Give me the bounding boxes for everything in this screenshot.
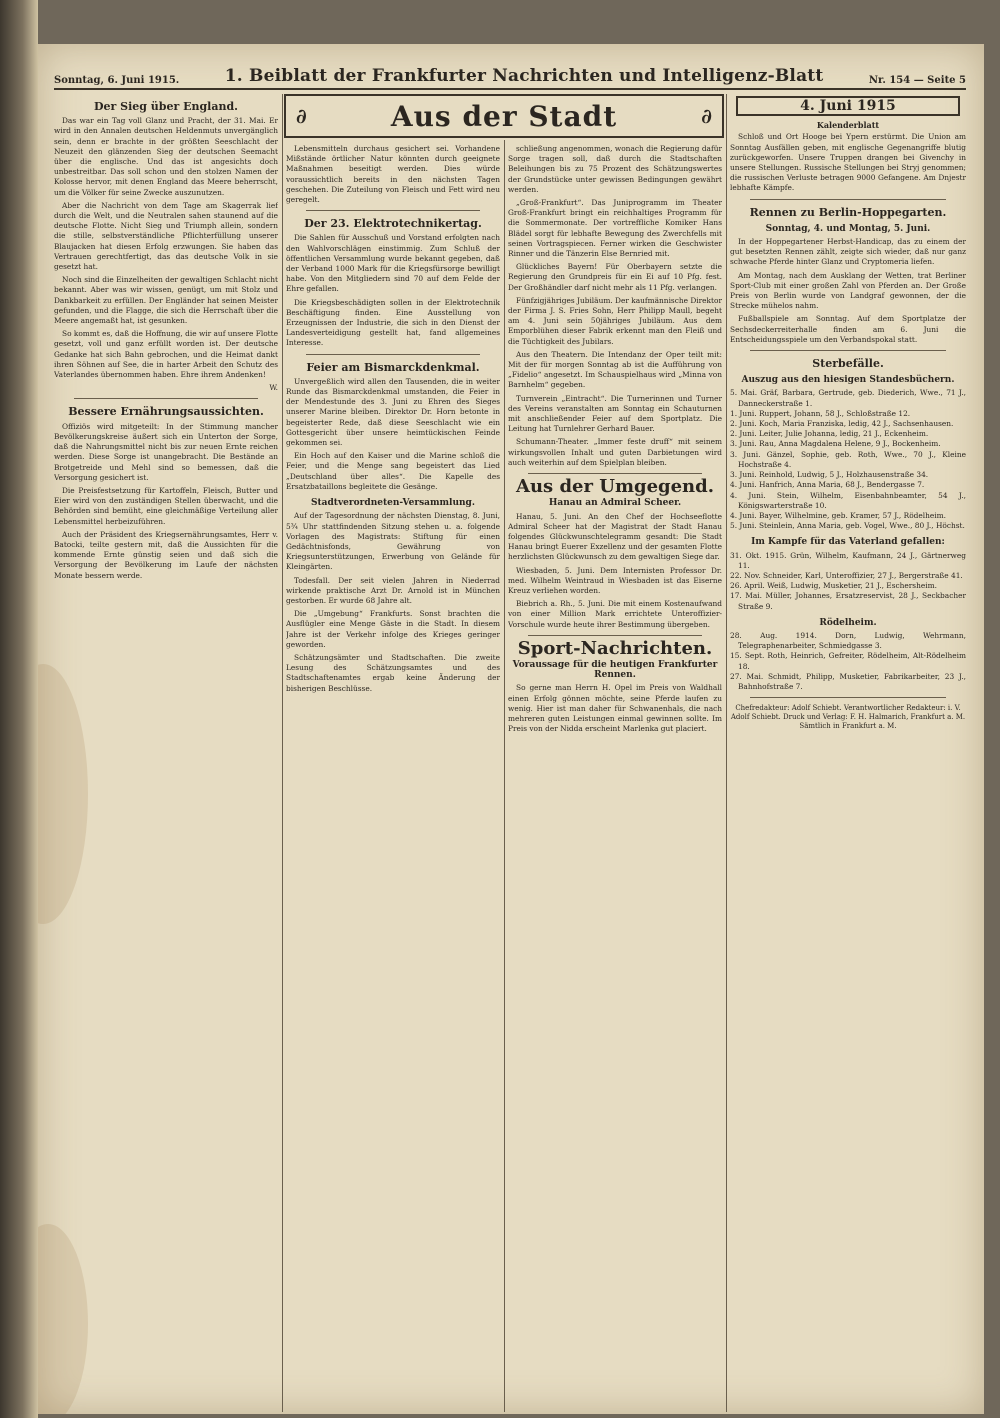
ornament-right-icon: ∂ — [701, 104, 712, 128]
list-item: 17. Mai. Müller, Johannes, Ersatzreservist, 28 J., Seckbacher Straße 9. — [730, 591, 966, 611]
article-paragraph: Wiesbaden, 5. Juni. Dem Internisten Professor Dr. med. Wilhelm Weintraud in Wiesbaden ist das Eiserne Kreuz verliehen worden. — [508, 565, 722, 595]
header-title: 1. Beiblatt der Frankfurter Nachrichten und Intelligenz-Blatt — [224, 66, 824, 86]
article-paragraph: Noch sind die Einzelheiten der gewaltigen Schlacht nicht bekannt. Aber was wir wissen, genügt, um mit Stolz und Dankbarkeit zu erfüllen. Der Engländer hat seinen Meister gefunden, und die Flagge, die sich die Herrschaft über die Meere angemaßt hat, ist gesunken. — [54, 275, 278, 326]
column-1 — [54, 94, 278, 1412]
list-item: 4. Juni. Stein, Wilhelm, Eisenbahnbeamter, 54 J., Königswarterstraße 10. — [730, 490, 966, 510]
article-paragraph: „Groß-Frankfurt“. Das Juniprogramm im Theater Groß-Frankfurt bringt ein reichhaltiges Programm für die Sommermonate. Der vortreffliche Komiker Hans Blädel sorgt für lebhafte Bewegung des Zwerchfells mit seinen Vortragspiecen. Ferner wirken die Geschwister Rinner und die Tänzerin Else Bernried mit. — [508, 198, 722, 259]
list-item: 5. Mai. Gräf, Barbara, Gertrude, geb. Diederich, Wwe., 71 J., Danneckerstraße 1. — [730, 388, 966, 408]
article-paragraph: Fußballspiele am Sonntag. Auf dem Sportplatze der Sechsdeckerreiterhalle finden am 6. Juni die Entscheidungsspiele um den Verbandspokal statt. — [730, 314, 966, 344]
article-paragraph: Die Preisfestsetzung für Kartoffeln, Fleisch, Butter und Eier wird von den zuständigen Stellen überwacht, und die Behörden sind bemüht, eine gleichmäßige Verteilung aller Lebensmittel herbeizuführen. — [54, 485, 278, 526]
article-paragraph: Aus den Theatern. Die Intendanz der Oper teilt mit: Mit der für morgen Sonntag ab ist die Aufführung von „Fidelio“ angesetzt. Im Schauspielhaus wird „Minna von Barnhelm“ gegeben. — [508, 349, 722, 390]
article-paragraph: So gerne man Herrn H. Opel im Preis von Waldhall einen Erfolg gönnen möchte, seine Pferde laufen zu wenig. Hier ist man daher für Schwanenhals, die nach mehreren guten Leistungen einmal gewinnen sollte. Im Preis von der Nidda erscheint Marlenka gut placiert. — [508, 683, 722, 734]
section-banner — [284, 94, 724, 138]
list-item: 4. Juni. Hanfrich, Anna Maria, 68 J., Bendergasse 7. — [730, 480, 925, 490]
list-item: 5. Juni. Steinlein, Anna Maria, geb. Vogel, Wwe., 80 J., Höchst. — [730, 521, 965, 531]
article-paragraph: Ein Hoch auf den Kaiser und die Marine schloß die Feier, und die Menge sang begeistert das Lied „Deutschland über alles“. Die Kapelle des Ersatzbataillons begleitete die Gesänge. — [286, 451, 500, 491]
newspaper-page — [38, 44, 984, 1414]
article-paragraph: Biebrich a. Rh., 5. Juni. Die mit einem Kostenaufwand von einer Million Mark errichtete Unteroffizier-Vorschule wurde heute ihrer Bestimmung übergeben. — [508, 599, 722, 629]
article-paragraph: Hanau, 5. Juni. An den Chef der Hochseeflotte Admiral Scheer hat der Magistrat der Stadt Hanau folgendes Glückwunschtelegramm gesandt: Die Stadt Hanau bringt Euerer Exzellenz und der gesamten Flotte herzlichsten Glückwunsch zu dem gewaltigen Siege dar. — [508, 511, 722, 562]
list-item: 3. Juni. Gänzel, Sophie, geb. Roth, Wwe., 70 J., Kleine Hochstraße 4. — [730, 449, 966, 469]
fallen-soldiers-list — [730, 551, 966, 612]
article-paragraph: Schumann-Theater. „Immer feste druff“ mit seinem wirkungsvollen Inhalt und guten Darbietungen wird auch weiterhin auf dem Spielplan bleiben. — [508, 437, 722, 467]
headline-roedelheim: Rödelheim. — [819, 617, 877, 628]
list-item: 2. Juni. Leiter, Julie Johanna, ledig, 21 J., Eckenheim. — [730, 429, 929, 439]
article-paragraph: Schätzungsämter und Stadtschaften. Die zweite Lesung des Schätzungsamtes und des Stadtschaftenamtes ergab keine Änderung der bisherigen Beschlüsse. — [286, 652, 500, 693]
calendar-body: Schloß und Ort Hooge bei Ypern erstürmt. Die Union am Sonntag Ausfällen geben, mit englische Gegenangriffe blutig zurückgeworfen. Unsere Truppen drangen bei Givenchy in unsere Stellungen. Russische Stellungen bei Stryj genommen; die russischen Verluste betragen 9000 Gefangene. Am Dnjestr lebhafte Kämpfe. — [730, 132, 966, 193]
imprint: Chefredakteur: Adolf Schiebt. Verantwortlicher Redakteur: i. V. Adolf Schiebt. Druck und Verlag: F. H. Halmarich, Frankfurt a. M. Sämtlich in Frankfurt a. M. — [730, 704, 966, 731]
ornament-left-icon: ∂ — [296, 104, 307, 128]
article-paragraph: Auf der Tagesordnung der nächsten Dienstag, 8. Juni, 5¾ Uhr stattfindenden Sitzung stehen u. a. folgende Vorlagen des Magistrats: Stiftung für einen Gedächtnisfonds, Gewährung von Kriegsunterstützungen, Erwerbung von Gelände für Kleingärten. — [286, 511, 500, 572]
page-header — [54, 58, 966, 90]
headline-stadtverordnete: Stadtverordneten-Versammlung. — [311, 498, 475, 509]
article-paragraph: In der Hoppegartener Herbst-Handicap, das zu einem der gut besetzten Rennen zählt, zeigte sich wieder, daß nur ganz schwache Pferde hinter Glanz und Cryptomeria liefen. — [730, 237, 966, 267]
headline-kampf: Im Kampfe für das Vaterland gefallen: — [751, 537, 945, 548]
header-date: Sonntag, 6. Juni 1915. — [54, 75, 180, 86]
headline-hanau: Hanau an Admiral Scheer. — [548, 498, 682, 509]
list-item: 3. Juni. Reinhold, Ludwig, 5 J., Holzhausenstraße 34. — [730, 470, 929, 480]
article-paragraph: Aber die Nachricht von dem Tage am Skagerrak lief durch die Welt, und die Neutralen sahen staunend auf die deutsche Flotte. Nicht Sieg und Triumph allein, sondern die stille, selbstverständliche Pflichterfüllung unserer Blaujacken hat diesen Erfolg erzwungen. Sie haben das Vertrauen gerechtfertigt, das das deutsche Volk in sie gesetzt hat. — [54, 200, 278, 272]
banner-title: Aus der Stadt — [390, 99, 618, 133]
headline-rennen: Rennen zu Berlin-Hoppegarten. — [749, 205, 947, 219]
list-item: 26. April. Weiß, Ludwig, Musketier, 21 J., Eschersheim. — [730, 581, 937, 591]
book-spine — [0, 0, 38, 1418]
subheadline-rennen: Sonntag, 4. und Montag, 5. Juni. — [765, 223, 931, 234]
list-item: 15. Sept. Roth, Heinrich, Gefreiter, Rödelheim, Alt-Rödelheim 18. — [730, 651, 966, 671]
calendar-title: Kalenderblatt — [816, 120, 880, 131]
headline-voraussage: Voraussage für die heutigen Frankfurter Rennen. — [512, 659, 718, 681]
article-paragraph: Die „Umgebung“ Frankfurts. Sonst brachten die Ausflügler eine Menge Gäste in die Stadt. In diesem Jahre ist der Verkehr infolge des Krieges geringer geworden. — [286, 609, 500, 649]
roedelheim-list — [730, 631, 966, 692]
column-2 — [286, 144, 500, 1412]
article-paragraph: Fünfzigjähriges Jubiläum. Der kaufmännische Direktor der Firma J. S. Fries Sohn, Herr Philipp Maull, begeht am 4. Juni sein 50jähriges Jubiläum. Aus dem Emporblühen dieser Fabrik erkennt man den Fleiß und die Tüchtigkeit des Jubilars. — [508, 295, 722, 346]
list-item: 1. Juni. Ruppert, Johann, 58 J., Schloßstraße 12. — [730, 408, 911, 418]
article-paragraph: Auch der Präsident des Kriegsernährungsamtes, Herr v. Batocki, teilte gestern mit, daß die Aussichten für die kommende Ernte günstig seien und daß sich die Versorgung der Bevölkerung im Laufe der nächsten Monate bessern werde. — [54, 529, 278, 580]
headline-sterbefaelle: Sterbefälle. — [812, 357, 884, 371]
header-issue: Nr. 154 — Seite 5 — [868, 75, 966, 86]
article-paragraph: Die Kriegsbeschädigten sollen in der Elektrotechnik Beschäftigung finden. Eine Ausstellung von Erzeugnissen der Industrie, die sich in den Dienst der Landesverteidigung gestellt hat, fand allgemeines Interesse. — [286, 297, 500, 348]
headline-umgegend: Aus der Umgegend. — [516, 476, 714, 498]
article-paragraph: Das war ein Tag voll Glanz und Pracht, der 31. Mai. Er wird in den Annalen deutschen Heldenmuts unvergänglich sein, denn er brachte in der größten Seeschlacht der Neuzeit den glänzenden Sieg der deutschen Seemacht über die englische. Und das ist angesichts doch unbestreitbar. Das soll schon und den stolzen Namen der Kolosse hervor, mit denen England das Meere beherrscht, um die Völker für seine Zwecke auszunutzen. — [54, 116, 278, 197]
article-paragraph: So kommt es, daß die Hoffnung, die wir auf unsere Flotte gesetzt, voll und ganz erfüllt worden ist. Der deutsche Gedanke hat sich Bahn gebrochen, und die Heimat dankt ihren Söhnen auf See, die in harter Arbeit den Schutz des Vaterlandes übernommen haben. Ehre ihrem Andenken! — [54, 329, 278, 380]
headline-sport: Sport-Nachrichten. — [517, 637, 713, 659]
article-paragraph: Offiziös wird mitgeteilt: In der Stimmung mancher Bevölkerungskreise äußert sich ein Unterton der Sorge, daß die Nahrungsmittel nicht bis zur neuen Ernte reichen werden. Diese Sorge ist unangebracht. Die Bestände an Brotgetreide und Mehl sind so bemessen, daß die Versorgung gesichert ist. — [54, 421, 278, 482]
list-item: 27. Mai. Schmidt, Philipp, Musketier, Fabrikarbeiter, 23 J., Bahnhofstraße 7. — [730, 671, 966, 691]
column-3 — [508, 144, 722, 1412]
headline-bismarck: Feier am Bismarckdenkmal. — [306, 360, 480, 374]
article-signature: W. — [269, 383, 278, 393]
death-notice-list — [730, 388, 966, 531]
headline-sieg: Der Sieg über England. — [93, 100, 238, 113]
list-item: 3. Juni. Rau, Anna Magdalena Helene, 9 J., Bockenheim. — [730, 439, 941, 449]
list-item: 22. Nov. Schneider, Karl, Unteroffizier, 27 J., Bergerstraße 41. — [730, 570, 963, 580]
column-4 — [730, 94, 966, 1412]
article-paragraph: Am Montag, nach dem Ausklang der Wetten, trat Berliner Sport-Club mit einer großen Zahl von Pferden an. Der Große Preis von Berlin wurde von Landgraf gewonnen, der die Strecke mühelos nahm. — [730, 270, 966, 311]
list-item: 28. Aug. 1914. Dorn, Ludwig, Wehrmann, Telegraphenarbeiter, Schmiedgasse 3. — [730, 630, 966, 651]
article-paragraph: Todesfall. Der seit vielen Jahren in Niederrad wirkende praktische Arzt Dr. Arnold ist in München gestorben. Er wurde 68 Jahre alt. — [286, 575, 500, 605]
list-item: 4. Juni. Bayer, Wilhelmine, geb. Kramer, 57 J., Rödelheim. — [730, 510, 946, 520]
article-paragraph: Unvergeßlich wird allen den Tausenden, die in weiter Runde das Bismarckdenkmal umstanden, die Feier in der Mendestunde des 3. Juni zu Ehren des Sieges unserer Marine bleiben. Direktor Dr. Horn betonte in begeisterter Rede, daß diese Seeschlacht wie ein Gottesgericht über unsere heimtückischen Feinde gekommen sei. — [286, 376, 500, 448]
subheadline-sterbe: Auszug aus den hiesigen Standesbüchern. — [741, 375, 955, 386]
list-item: 2. Juni. Koch, Maria Franziska, ledig, 42 J., Sachsenhausen. — [730, 419, 954, 429]
article-paragraph: Turnverein „Eintracht“. Die Turnerinnen und Turner des Vereins veranstalten am Sonntag ein Schauturnen mit anschließender Feier auf dem Sportplatz. Die Leitung hat Turnlehrer Gerhard Bauer. — [508, 393, 722, 434]
list-item: 31. Okt. 1915. Grün, Wilhelm, Kaufmann, 24 J., Gärtnerweg 11. — [730, 550, 966, 570]
headline-elektro: Der 23. Elektrotechnikertag. — [304, 217, 482, 231]
headline-ernaehrung: Bessere Ernährungsaussichten. — [68, 405, 264, 419]
article-paragraph: Lebensmitteln durchaus gesichert sei. Vorhandene Mißstände örtlicher Natur könnten durch geeignete Maßnahmen beseitigt werden. Dies würde voraussichtlich bereits in den nächsten Tagen geschehen. Die Zuteilung von Fleisch und Fett wird neu geregelt. — [286, 144, 500, 205]
article-paragraph: Die Sahlen für Ausschuß und Vorstand erfolgten nach den Wahlvorschlägen einstimmig. Zum Schluß der öffentlichen Versammlung wurde bekannt gegeben, daß der Verband 1000 Mark für die Kriegsfürsorge bewilligt habe. Von den Mitgliedern sind 70 auf dem Felde der Ehre gefallen. — [286, 233, 500, 294]
calendar-date: 4. Juni 1915 — [736, 96, 960, 116]
article-paragraph: Glückliches Bayern! Für Oberbayern setzte die Regierung den Grundpreis für ein Ei auf 10 Pfg. fest. Der Großhändler darf nicht mehr als 11 Pfg. verlangen. — [508, 262, 722, 292]
article-paragraph: schließung angenommen, wonach die Regierung dafür Sorge tragen soll, daß durch die Stadtschaften Beleihungen bis zu 75 Prozent des Schätzungswertes der Grundstücke unter gewissen Bedingungen gewährt werden. — [508, 144, 722, 194]
